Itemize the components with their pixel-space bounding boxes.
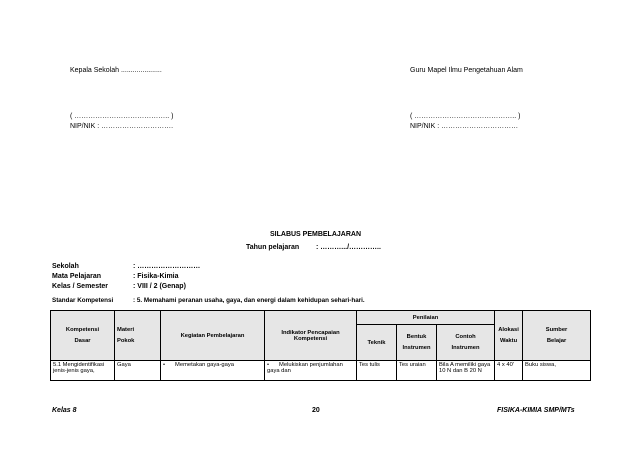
header-indikator: Indikator Pencapaian Kompetensi: [265, 311, 357, 361]
info-label-class: Kelas / Semester: [52, 283, 109, 290]
header-bentuk: Bentuk Instrumen: [397, 325, 437, 361]
year-value: : ……….../…………..: [316, 244, 381, 251]
header-alokasi: Alokasi Waktu: [495, 311, 523, 361]
teacher-title: Guru Mapel Ilmu Pengetahuan Alam: [410, 67, 523, 74]
cell-contoh: Bila A memiliki gaya 10 N dan B 20 N: [437, 361, 495, 381]
header-materi: Materi Pokok: [115, 311, 161, 361]
header-contoh: Contoh Instrumen: [437, 325, 495, 361]
year-label: Tahun pelajaran: [246, 244, 300, 251]
cell-kegiatan: • Memetakan gaya-gaya: [161, 361, 265, 381]
cell-sumber: Buku siswa,: [523, 361, 591, 381]
info-value-class: : VIII / 2 (Genap): [133, 283, 186, 290]
cell-alokasi: 4 x 40': [495, 361, 523, 381]
info-value-school: : ………………………: [133, 263, 201, 270]
header-penilaian: Penilaian: [357, 311, 495, 325]
header-teknik: Teknik: [357, 325, 397, 361]
teacher-nip: NIP/NIK : ……………………………: [410, 123, 519, 130]
sk-value: : 5. Memahami peranan usaha, gaya, dan energi dalam kehidupan sehari-hari.: [133, 297, 365, 304]
info-label-subject: Mata Pelajaran: [52, 273, 102, 280]
principal-name-placeholder: ( ………………………………….. ): [70, 113, 174, 120]
footer-class: Kelas 8: [52, 407, 77, 414]
cell-teknik: Tes tulis: [357, 361, 397, 381]
principal-title: Kepala Sekolah .....................: [70, 67, 162, 74]
cell-indikator: • Melukiskan penjumlahan gaya dan: [265, 361, 357, 381]
info-value-subject: : Fisika-Kimia: [133, 273, 179, 280]
syllabus-title: SILABUS PEMBELAJARAN: [270, 231, 362, 238]
header-kompetensi: Kompetensi Dasar: [51, 311, 115, 361]
header-kegiatan: Kegiatan Pembelajaran: [161, 311, 265, 361]
syllabus-table: [50, 310, 591, 381]
cell-kompetensi: 5.1 Mengidentifikasi jenis-jenis gaya,: [51, 361, 115, 381]
cell-bentuk: Tes uraian: [397, 361, 437, 381]
principal-nip: NIP/NIK : ………………………….: [70, 123, 174, 130]
teacher-name-placeholder: ( …………………………………….. ): [410, 113, 521, 120]
footer-page-number: 20: [312, 407, 320, 414]
info-label-school: Sekolah: [52, 263, 79, 270]
sk-label: Standar Kompetensi: [52, 297, 114, 304]
cell-materi: Gaya: [115, 361, 161, 381]
header-sumber: Sumber Belajar: [523, 311, 591, 361]
footer-subject: FISIKA-KIMIA SMP/MTs: [497, 407, 575, 414]
